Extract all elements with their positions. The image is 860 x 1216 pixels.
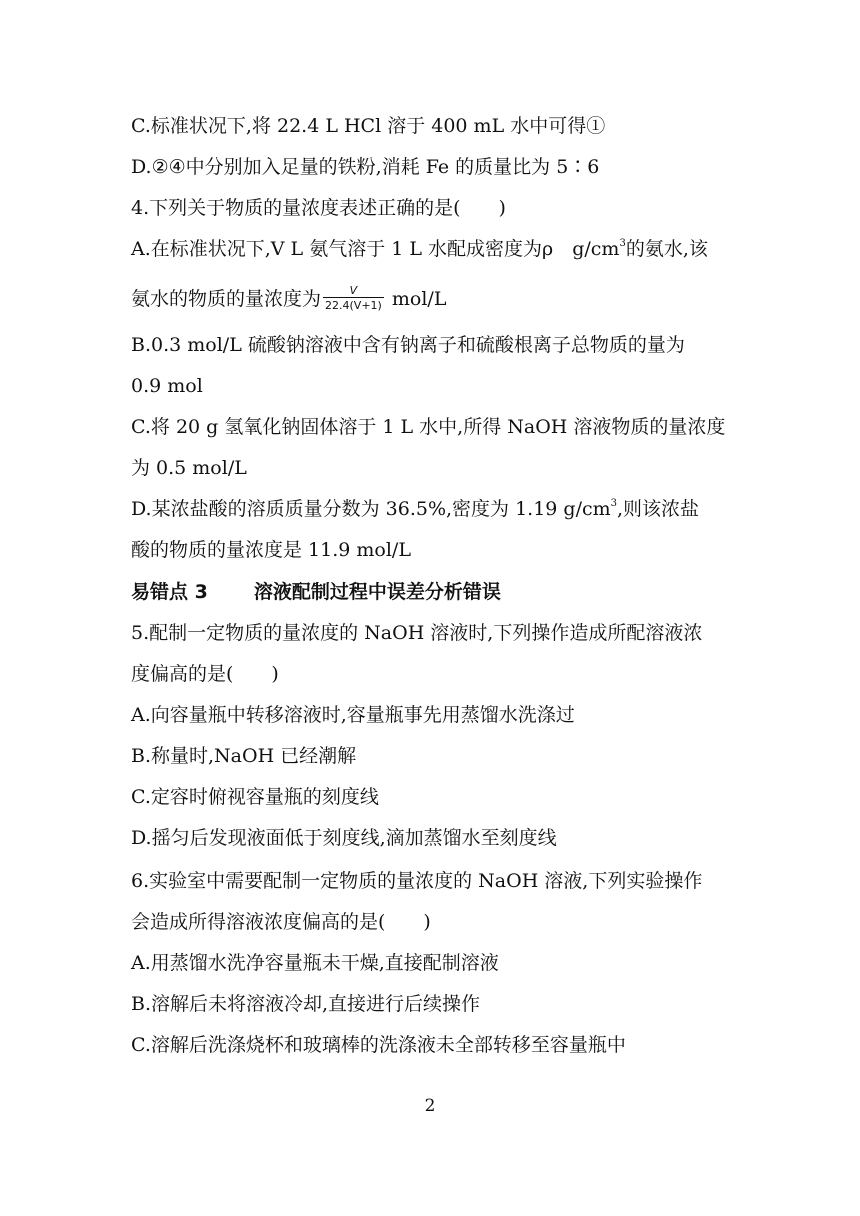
q6-stem-line2: 会造成所得溶液浓度偏高的是( ) [131, 911, 431, 933]
q4-option-b-line1: B.0.3 mol/L 硫酸钠溶液中含有钠离子和硫酸根离子总物质的量为 [131, 334, 685, 356]
q5-option-c: C.定容时俯视容量瓶的刻度线 [131, 786, 379, 808]
q6-option-b: B.溶解后未将溶液冷却,直接进行后续操作 [131, 993, 481, 1015]
fraction-denominator: 22.4(V+1) [325, 299, 382, 312]
q5-option-d: D.摇匀后发现液面低于刻度线,滴加蒸馏水至刻度线 [131, 827, 557, 849]
q4-option-c-line2: 为 0.5 mol/L [131, 457, 247, 479]
section-label: 易错点 3 [131, 581, 208, 603]
q5-option-b: B.称量时,NaOH 已经潮解 [131, 745, 357, 767]
q4-option-d-line1 [131, 497, 741, 521]
q4-option-d-line2: 酸的物质的量浓度是 11.9 mol/L [131, 539, 411, 561]
section-title: 溶液配制过程中误差分析错误 [253, 581, 501, 603]
superscript-3: 3 [610, 498, 618, 509]
q4-option-a-text-end: 的氨水,该 [625, 238, 708, 260]
q4-stem: 4.下列关于物质的量浓度表述正确的是( ) [131, 197, 506, 219]
q4-option-d-text-end: ,则该浓盐 [617, 498, 700, 520]
superscript-3: 3 [619, 238, 626, 249]
fraction [323, 284, 384, 312]
q5-stem-line2: 度偏高的是( ) [131, 663, 279, 685]
q4-option-c-line1: C.将 20 g 氢氧化钠固体溶于 1 L 水中,所得 NaOH 溶液物质的量浓度 [131, 416, 726, 438]
q6-option-c: C.溶解后洗涤烧杯和玻璃棒的洗涤液未全部转移至容量瓶中 [131, 1034, 626, 1056]
q3-option-c: C.标准状况下,将 22.4 L HCl 溶于 400 mL 水中可得① [131, 115, 606, 137]
section-heading [131, 580, 741, 604]
q5-option-a: A.向容量瓶中转移溶液时,容量瓶事先用蒸馏水洗涤过 [131, 704, 575, 726]
q5-stem-line1: 5.配制一定物质的量浓度的 NaOH 溶液时,下列操作造成所配溶液浓 [131, 622, 703, 644]
q4-option-a-line2 [131, 286, 741, 314]
page-number: 2 [424, 1096, 436, 1116]
q4-option-a-unit: mol/L [385, 288, 447, 310]
q6-option-a: A.用蒸馏水洗净容量瓶未干燥,直接配制溶液 [131, 952, 499, 974]
q6-stem-line1: 6.实验室中需要配制一定物质的量浓度的 NaOH 溶液,下列实验操作 [131, 870, 703, 892]
q4-option-b-line2: 0.9 mol [131, 375, 203, 397]
q4-option-a-text: A.在标准状况下,V L 氨气溶于 1 L 水配成密度为ρ g/cm [131, 238, 620, 260]
q4-option-d-text: D.某浓盐酸的溶质质量分数为 36.5%,密度为 1.19 g/cm [131, 498, 611, 520]
q4-option-a-line1 [131, 237, 741, 261]
q4-option-a-text2: 氨水的物质的量浓度为 [131, 288, 322, 310]
fraction-numerator: V [323, 284, 384, 298]
q3-option-d: D.②④中分别加入足量的铁粉,消耗 Fe 的质量比为 5∶6 [131, 156, 600, 178]
